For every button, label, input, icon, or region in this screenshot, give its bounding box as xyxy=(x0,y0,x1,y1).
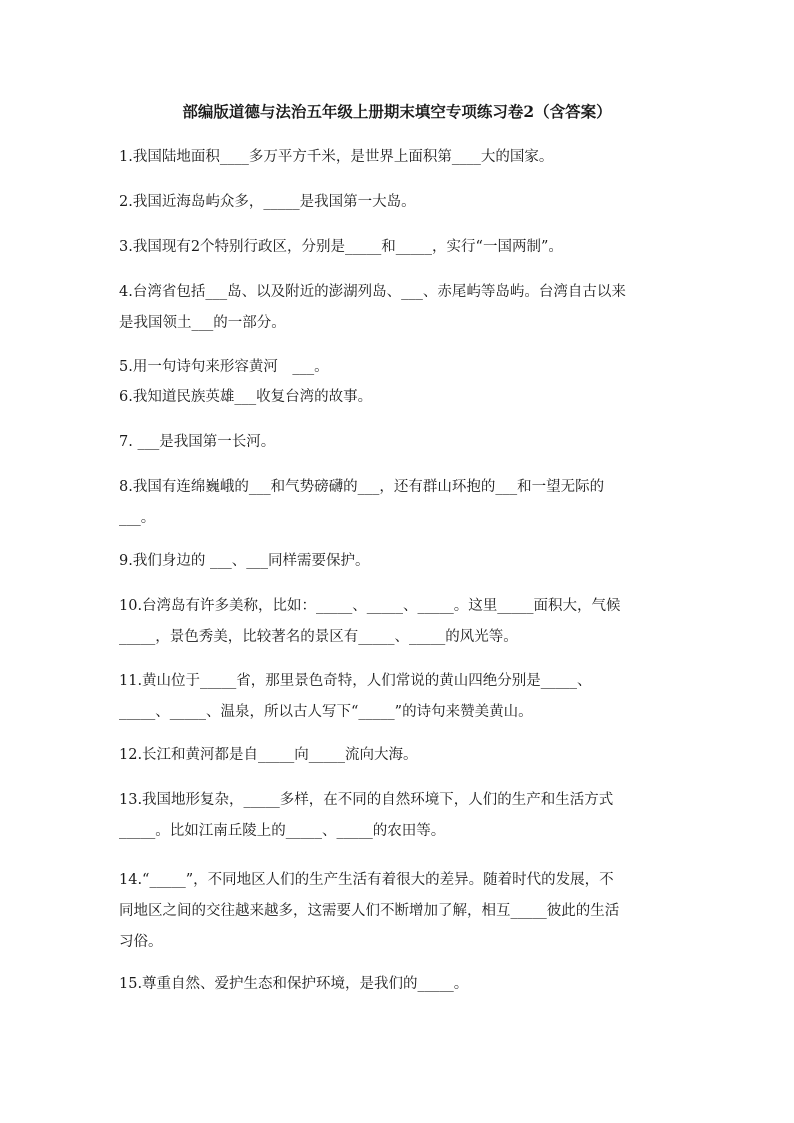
question-11 xyxy=(119,666,679,728)
question-line: 6.我知道民族英雄___收复台湾的故事。 xyxy=(119,389,373,405)
question-6 xyxy=(119,382,679,413)
question-line: ___。 xyxy=(119,510,156,526)
question-4 xyxy=(119,277,679,339)
question-7 xyxy=(119,427,679,458)
question-5 xyxy=(119,352,679,383)
question-line: _____。比如江南丘陵上的_____、_____的农田等。 xyxy=(119,823,446,839)
question-9 xyxy=(119,546,679,577)
question-line: 1.我国陆地面积____多万平方千米，是世界上面积第____大的国家。 xyxy=(119,149,554,165)
question-15 xyxy=(119,969,679,1000)
question-3 xyxy=(119,232,679,263)
question-line: 12.长江和黄河都是自_____向_____流向大海。 xyxy=(119,747,418,763)
question-line: _____、_____、温泉，所以古人写下“_____”的诗句来赞美黄山。 xyxy=(119,704,533,720)
question-line: 9.我们身边的 ___、___同样需要保护。 xyxy=(119,553,370,569)
question-line: 8.我国有连绵巍峨的___和气势磅礴的___，还有群山环抱的___和一望无际的 xyxy=(119,479,605,495)
document-title: 部编版道德与法治五年级上册期末填空专项练习卷2（含答案） xyxy=(182,102,612,121)
question-line: 14.“_____”，不同地区人们的生产生活有着很大的差异。随着时代的发展，不 xyxy=(119,872,614,888)
question-line: 3.我国现有2个特别行政区，分别是_____和_____，实行“一国两制”。 xyxy=(119,239,563,255)
question-line: 2.我国近海岛屿众多，_____是我国第一大岛。 xyxy=(119,194,416,210)
question-1 xyxy=(119,142,679,173)
question-8 xyxy=(119,472,679,534)
question-line: _____，景色秀美，比较著名的景区有_____、_____的风光等。 xyxy=(119,629,518,645)
question-13 xyxy=(119,785,679,847)
question-line: 同地区之间的交往越来越多，这需要人们不断增加了解，相互_____彼此的生活 xyxy=(119,903,620,919)
question-line: 11.黄山位于_____省，那里景色奇特，人们常说的黄山四绝分别是_____、 xyxy=(119,673,592,689)
question-14 xyxy=(119,865,679,958)
question-10 xyxy=(119,591,679,653)
question-line: 13.我国地形复杂，_____多样，在不同的自然环境下，人们的生产和生活方式 xyxy=(119,792,614,808)
question-line: 5.用一句诗句来形容黄河 ___。 xyxy=(119,359,329,375)
question-line: 15.尊重自然、爱护生态和保护环境，是我们的_____。 xyxy=(119,976,469,992)
question-12 xyxy=(119,740,679,771)
question-line: 7. ___是我国第一长河。 xyxy=(119,434,276,450)
question-2 xyxy=(119,187,679,218)
question-line: 4.台湾省包括___岛、以及附近的澎湖列岛、___、赤尾屿等岛屿。台湾自古以来 xyxy=(119,284,626,300)
question-line: 习俗。 xyxy=(119,934,163,950)
question-line: 10.台湾岛有许多美称，比如：_____、_____、_____。这里_____面积大，气候 xyxy=(119,598,621,614)
question-line: 是我国领土___的一部分。 xyxy=(119,315,286,331)
